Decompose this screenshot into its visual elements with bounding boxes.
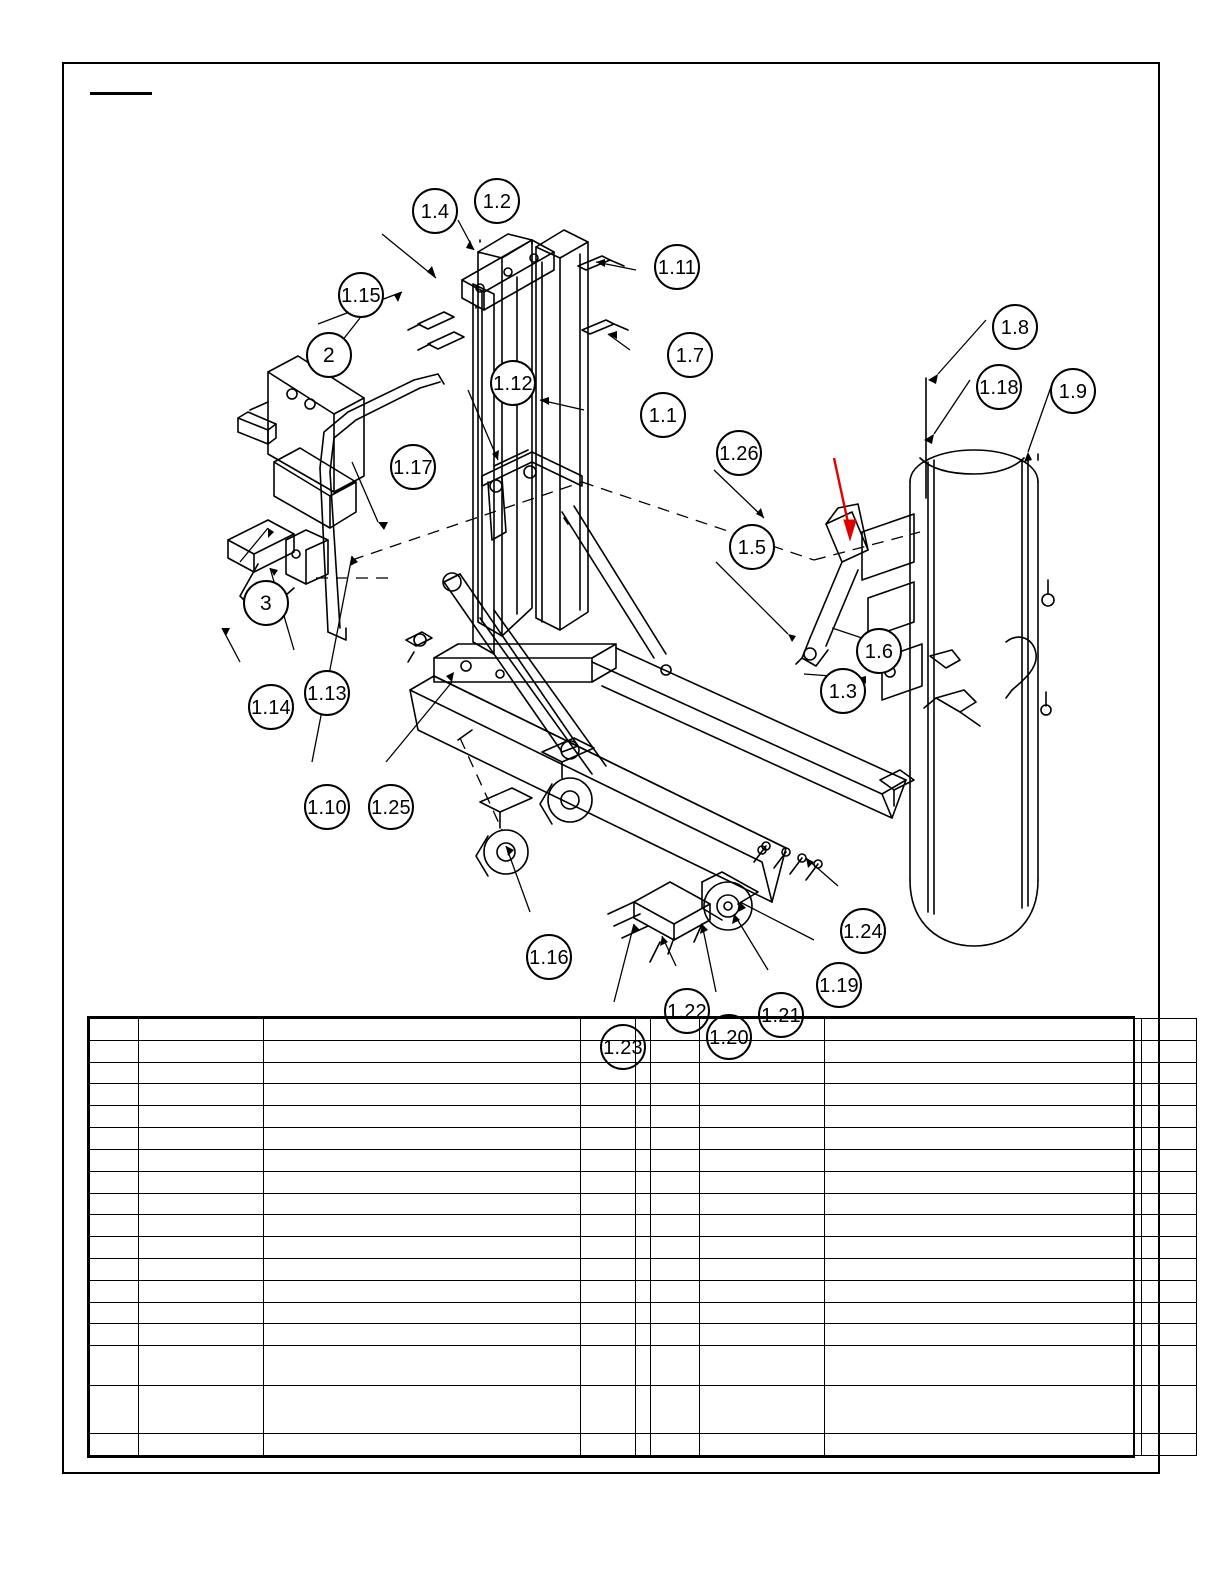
cell-description: [825, 1324, 1142, 1346]
table-row: [90, 1128, 1197, 1150]
cell-part-number: [700, 1193, 825, 1215]
cell-description: [825, 1106, 1142, 1128]
cell-description: [825, 1386, 1142, 1434]
cell-item: [90, 1215, 139, 1237]
cell-item: [90, 1434, 139, 1456]
table-row: [90, 1084, 1197, 1106]
cell-qty: [1142, 1324, 1197, 1346]
cell-description: [825, 1434, 1142, 1456]
cell-part-number: [700, 1149, 825, 1171]
cell-description: [264, 1084, 581, 1106]
cell-qty: [581, 1084, 636, 1106]
callout-balloon[interactable]: 1.2: [474, 178, 520, 224]
cell-item: [651, 1084, 700, 1106]
cell-item: [651, 1386, 700, 1434]
cell-divider: [636, 1280, 651, 1302]
cell-description: [825, 1193, 1142, 1215]
cell-part-number: [700, 1434, 825, 1456]
cell-description: [825, 1215, 1142, 1237]
cell-part-number: [700, 1106, 825, 1128]
cell-item: [651, 1280, 700, 1302]
cell-part-number: [700, 1171, 825, 1193]
cell-divider: [636, 1237, 651, 1259]
cell-part-number: [139, 1215, 264, 1237]
callout-balloon[interactable]: 1.20: [706, 1014, 752, 1060]
cell-part-number: [700, 1040, 825, 1062]
cell-description: [825, 1346, 1142, 1386]
cell-item: [651, 1434, 700, 1456]
cell-description: [825, 1237, 1142, 1259]
cell-description: [825, 1171, 1142, 1193]
cell-item: [651, 1149, 700, 1171]
cell-item: [90, 1193, 139, 1215]
cell-qty: [581, 1040, 636, 1062]
callout-balloon[interactable]: 1.12: [490, 360, 536, 406]
cell-part-number: [139, 1019, 264, 1041]
parts-list-body: [90, 1019, 1197, 1456]
cell-part-number: [139, 1302, 264, 1324]
cell-divider: [636, 1019, 651, 1041]
cell-qty: [581, 1193, 636, 1215]
cell-part-number: [139, 1084, 264, 1106]
table-row: [90, 1106, 1197, 1128]
cell-item: [651, 1062, 700, 1084]
cell-item: [651, 1324, 700, 1346]
cell-item: [651, 1258, 700, 1280]
cell-qty: [581, 1258, 636, 1280]
cell-qty: [581, 1215, 636, 1237]
parts-list-table: [87, 1016, 1135, 1458]
cell-description: [264, 1149, 581, 1171]
cell-item: [651, 1302, 700, 1324]
cell-qty: [1142, 1346, 1197, 1386]
callout-balloon[interactable]: 1.23: [600, 1024, 646, 1070]
cell-description: [264, 1128, 581, 1150]
cell-qty: [1142, 1434, 1197, 1456]
cell-qty: [581, 1149, 636, 1171]
cell-part-number: [139, 1258, 264, 1280]
cell-item: [90, 1258, 139, 1280]
cell-item: [651, 1193, 700, 1215]
cell-item: [651, 1040, 700, 1062]
cell-description: [825, 1040, 1142, 1062]
cell-item: [651, 1171, 700, 1193]
cell-divider: [636, 1258, 651, 1280]
cell-part-number: [700, 1324, 825, 1346]
cell-qty: [581, 1062, 636, 1084]
cell-part-number: [139, 1171, 264, 1193]
cell-divider: [636, 1128, 651, 1150]
callout-balloon[interactable]: 1.16: [526, 934, 572, 980]
cell-part-number: [700, 1128, 825, 1150]
cell-divider: [636, 1106, 651, 1128]
cell-part-number: [700, 1084, 825, 1106]
cell-divider: [636, 1434, 651, 1456]
callout-balloon[interactable]: 1.24: [840, 908, 886, 954]
cell-part-number: [139, 1324, 264, 1346]
cell-part-number: [139, 1386, 264, 1434]
cell-item: [651, 1019, 700, 1041]
cell-description: [264, 1106, 581, 1128]
cell-part-number: [139, 1128, 264, 1150]
cell-divider: [636, 1215, 651, 1237]
callout-balloon[interactable]: 1.26: [716, 430, 762, 476]
cell-part-number: [700, 1302, 825, 1324]
cell-part-number: [700, 1237, 825, 1259]
callout-balloon[interactable]: 3: [243, 580, 289, 626]
cell-part-number: [700, 1258, 825, 1280]
cell-item: [90, 1084, 139, 1106]
cell-qty: [581, 1324, 636, 1346]
cell-item: [90, 1062, 139, 1084]
cell-item: [90, 1237, 139, 1259]
cell-description: [264, 1302, 581, 1324]
cell-divider: [636, 1386, 651, 1434]
callout-balloon[interactable]: 1.5: [729, 524, 775, 570]
cell-description: [825, 1280, 1142, 1302]
cell-item: [651, 1346, 700, 1386]
cell-part-number: [139, 1434, 264, 1456]
cell-description: [264, 1237, 581, 1259]
cell-qty: [581, 1128, 636, 1150]
assembly-linework: [62, 62, 1160, 1012]
cell-description: [264, 1215, 581, 1237]
cell-qty: [1142, 1386, 1197, 1434]
cell-part-number: [139, 1106, 264, 1128]
cell-qty: [1142, 1019, 1197, 1041]
cell-qty: [581, 1386, 636, 1434]
cell-part-number: [139, 1040, 264, 1062]
table-row: [90, 1280, 1197, 1302]
cell-description: [264, 1386, 581, 1434]
cell-description: [264, 1324, 581, 1346]
cell-description: [825, 1128, 1142, 1150]
cell-item: [651, 1128, 700, 1150]
cell-qty: [1142, 1302, 1197, 1324]
cell-description: [264, 1019, 581, 1041]
cell-divider: [636, 1171, 651, 1193]
cell-qty: [581, 1280, 636, 1302]
cell-part-number: [139, 1193, 264, 1215]
cell-description: [264, 1171, 581, 1193]
cell-item: [90, 1019, 139, 1041]
cell-part-number: [700, 1019, 825, 1041]
cell-part-number: [139, 1237, 264, 1259]
cell-description: [825, 1062, 1142, 1084]
callout-balloon[interactable]: 1.22: [664, 988, 710, 1034]
cell-qty: [581, 1302, 636, 1324]
cell-item: [651, 1215, 700, 1237]
callout-balloon[interactable]: 1.15: [338, 272, 384, 318]
cell-description: [264, 1346, 581, 1386]
cell-qty: [1142, 1280, 1197, 1302]
callout-balloon[interactable]: 1.18: [976, 364, 1022, 410]
callout-balloon[interactable]: 1.21: [758, 992, 804, 1038]
cell-description: [825, 1258, 1142, 1280]
cell-description: [825, 1302, 1142, 1324]
table-row: [90, 1171, 1197, 1193]
table-row: [90, 1346, 1197, 1386]
exploded-view-illustration: [62, 62, 1160, 1059]
cell-qty: [1142, 1040, 1197, 1062]
cell-divider: [636, 1149, 651, 1171]
cell-divider: [636, 1324, 651, 1346]
cell-divider: [636, 1084, 651, 1106]
cell-item: [90, 1386, 139, 1434]
callout-balloon[interactable]: 1.6: [856, 628, 902, 674]
callout-balloon[interactable]: 1.1: [640, 392, 686, 438]
callout-balloon[interactable]: 1.13: [304, 670, 350, 716]
cell-description: [264, 1434, 581, 1456]
cell-item: [90, 1324, 139, 1346]
cell-qty: [1142, 1237, 1197, 1259]
cell-divider: [636, 1346, 651, 1386]
cell-description: [825, 1084, 1142, 1106]
cell-item: [90, 1171, 139, 1193]
cell-qty: [581, 1434, 636, 1456]
callout-balloon[interactable]: 1.17: [390, 444, 436, 490]
cell-part-number: [139, 1062, 264, 1084]
cell-qty: [1142, 1062, 1197, 1084]
cell-item: [90, 1149, 139, 1171]
cell-qty: [1142, 1171, 1197, 1193]
cell-part-number: [700, 1386, 825, 1434]
table-row: [90, 1324, 1197, 1346]
cell-item: [651, 1106, 700, 1128]
table-row: [90, 1040, 1197, 1062]
cell-qty: [1142, 1106, 1197, 1128]
cell-part-number: [139, 1149, 264, 1171]
callout-balloon[interactable]: 1.8: [992, 304, 1038, 350]
cell-qty: [581, 1019, 636, 1041]
cell-qty: [1142, 1149, 1197, 1171]
table-row: [90, 1302, 1197, 1324]
table-row: [90, 1019, 1197, 1041]
table-row: [90, 1237, 1197, 1259]
cell-item: [90, 1302, 139, 1324]
callout-balloon[interactable]: 1.4: [412, 188, 458, 234]
cell-divider: [636, 1193, 651, 1215]
parts-list-grid: [89, 1018, 1197, 1456]
cell-qty: [581, 1106, 636, 1128]
cell-part-number: [700, 1215, 825, 1237]
cell-qty: [1142, 1084, 1197, 1106]
cell-description: [264, 1040, 581, 1062]
cell-item: [651, 1237, 700, 1259]
cell-description: [825, 1149, 1142, 1171]
cell-divider: [636, 1062, 651, 1084]
callout-balloon[interactable]: 1.11: [654, 244, 700, 290]
table-row: [90, 1193, 1197, 1215]
cell-qty: [1142, 1128, 1197, 1150]
cell-part-number: [139, 1280, 264, 1302]
cell-part-number: [700, 1280, 825, 1302]
table-row: [90, 1062, 1197, 1084]
cell-description: [264, 1193, 581, 1215]
cell-qty: [1142, 1193, 1197, 1215]
callout-balloon[interactable]: 1.7: [667, 332, 713, 378]
cell-part-number: [700, 1346, 825, 1386]
cell-description: [264, 1258, 581, 1280]
callout-balloon[interactable]: 2: [306, 332, 352, 378]
cell-item: [90, 1128, 139, 1150]
callout-balloon[interactable]: 1.19: [816, 962, 862, 1008]
table-row: [90, 1434, 1197, 1456]
cell-description: [825, 1019, 1142, 1041]
cell-item: [90, 1040, 139, 1062]
table-row: [90, 1215, 1197, 1237]
cell-part-number: [700, 1062, 825, 1084]
callout-balloon[interactable]: 1.25: [368, 784, 414, 830]
cell-item: [90, 1106, 139, 1128]
cell-qty: [1142, 1258, 1197, 1280]
cell-description: [264, 1062, 581, 1084]
cell-item: [90, 1346, 139, 1386]
cell-description: [264, 1280, 581, 1302]
red-arrow-annotation: [834, 458, 856, 540]
cell-qty: [1142, 1215, 1197, 1237]
cell-item: [90, 1280, 139, 1302]
cell-qty: [581, 1237, 636, 1259]
table-row: [90, 1149, 1197, 1171]
table-row: [90, 1258, 1197, 1280]
cell-part-number: [139, 1346, 264, 1386]
callout-balloon[interactable]: 1.3: [820, 668, 866, 714]
cell-divider: [636, 1040, 651, 1062]
cell-qty: [581, 1346, 636, 1386]
callout-balloon[interactable]: 1.9: [1050, 368, 1096, 414]
cell-qty: [581, 1171, 636, 1193]
callout-balloon[interactable]: 1.10: [304, 784, 350, 830]
callout-balloon[interactable]: 1.14: [248, 684, 294, 730]
table-row: [90, 1386, 1197, 1434]
cell-divider: [636, 1302, 651, 1324]
